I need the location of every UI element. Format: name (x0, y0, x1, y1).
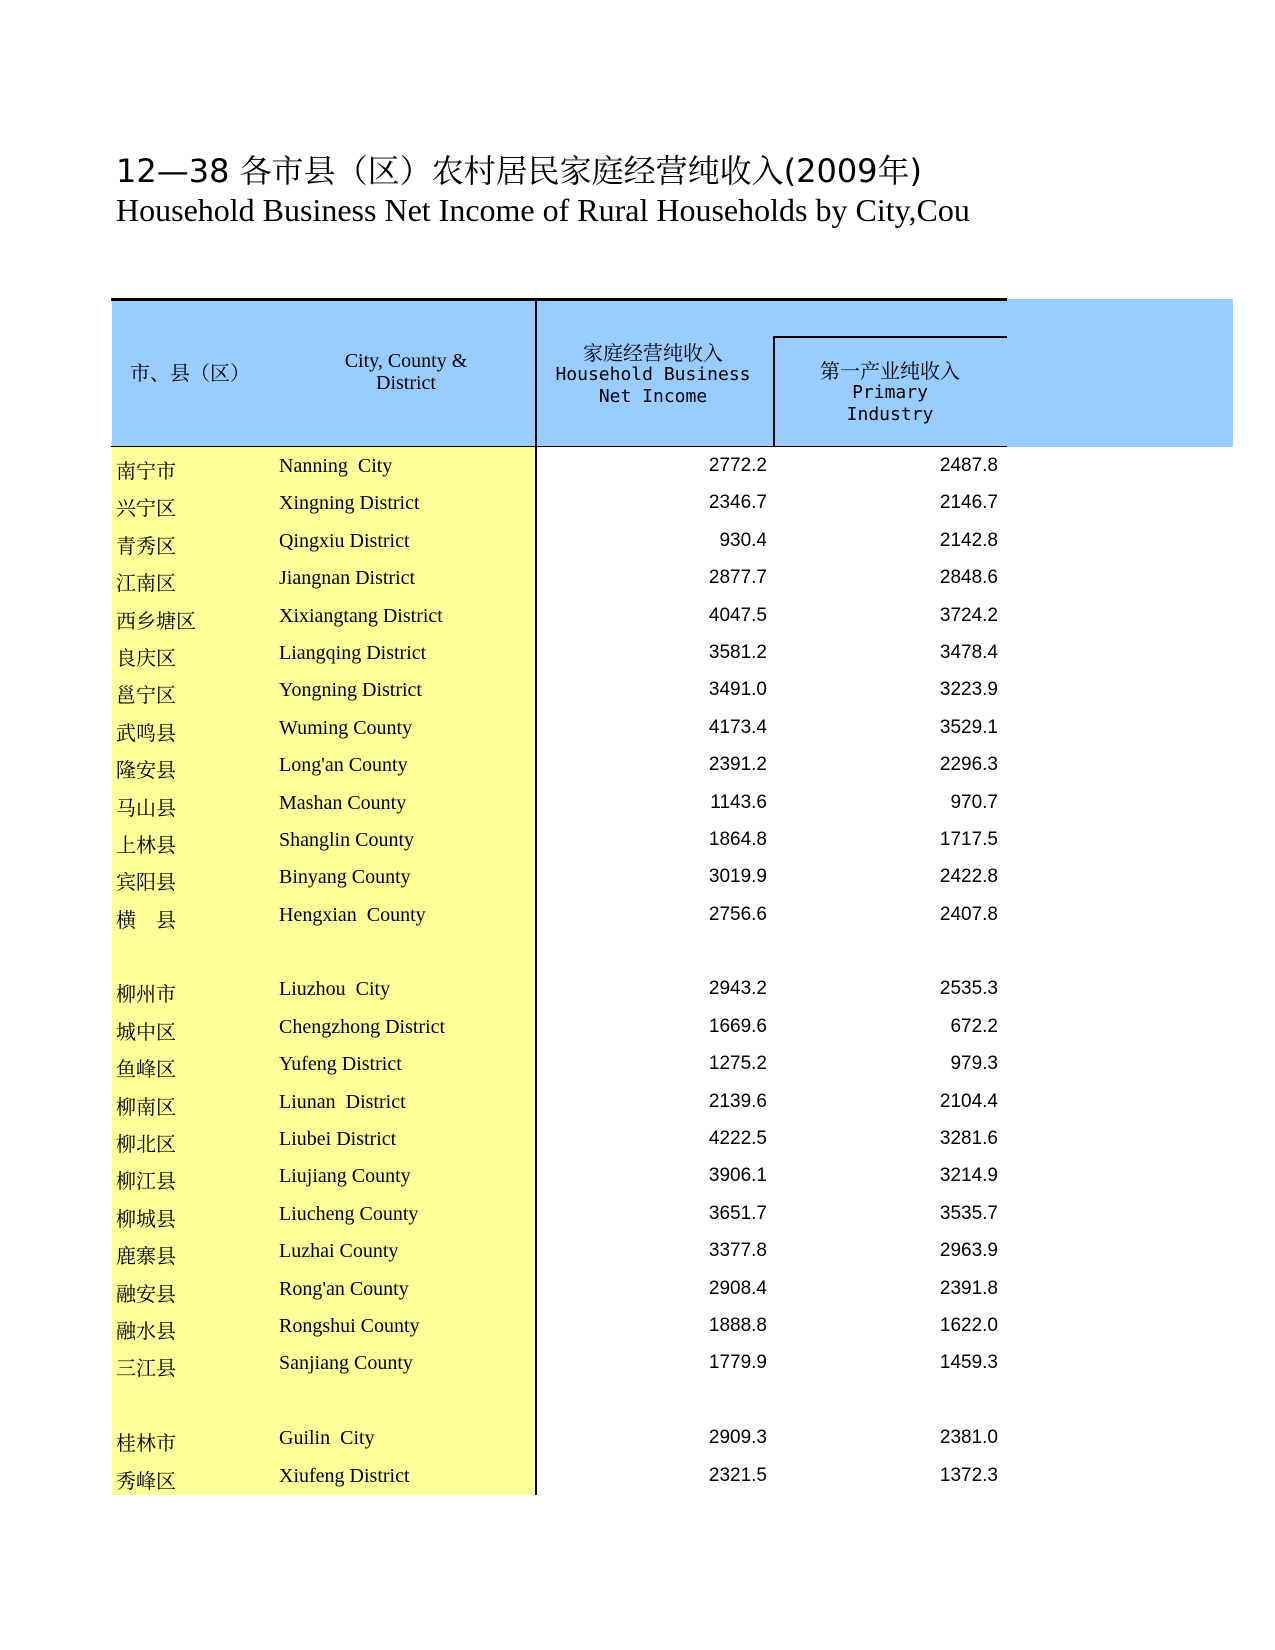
region-name-en: Liujiang County (279, 1165, 411, 1188)
household-business-value: 1275.2 (708, 1053, 767, 1075)
table-row (112, 1120, 1008, 1157)
region-name-en: Liuzhou City (279, 978, 391, 1001)
region-name-en: Rong'an County (279, 1277, 409, 1300)
region-name-zh: 鱼峰区 (116, 1057, 176, 1082)
header-primary-industry (790, 360, 990, 426)
primary-industry-value: 2146.7 (939, 492, 998, 514)
region-name-en: Jiangnan District (279, 567, 416, 590)
primary-industry-value: 1717.5 (939, 828, 998, 850)
household-business-value: 4173.4 (708, 716, 767, 738)
region-name-zh: 秀峰区 (116, 1468, 176, 1493)
household-business-value: 2321.5 (708, 1464, 767, 1486)
table-row (112, 1195, 1008, 1232)
region-name-zh: 柳南区 (116, 1094, 176, 1119)
primary-industry-value: 979.3 (950, 1053, 998, 1075)
region-name-zh: 兴宁区 (116, 496, 176, 521)
region-name-zh: 上林县 (116, 832, 176, 857)
primary-industry-value: 2381.0 (939, 1427, 998, 1449)
table-row (112, 784, 1008, 821)
primary-industry-value: 3281.6 (939, 1128, 998, 1150)
region-name-zh: 融水县 (116, 1318, 176, 1343)
household-business-value: 2943.2 (708, 978, 767, 1000)
region-name-zh: 马山县 (116, 795, 176, 820)
primary-industry-value: 3478.4 (939, 641, 998, 663)
header-region-en: City, County & District (344, 350, 468, 394)
table-row (112, 1344, 1008, 1381)
table-row (112, 821, 1008, 858)
household-business-value: 3377.8 (708, 1240, 767, 1262)
header-col1-en-line1: Household Business (555, 364, 751, 385)
primary-industry-value: 2487.8 (939, 455, 998, 476)
household-business-value: 4222.5 (708, 1128, 767, 1150)
page-title-en: Household Business Net Income of Rural Households by City,Cou (116, 192, 970, 228)
table-body (112, 447, 1008, 1494)
household-business-value: 2756.6 (708, 903, 767, 925)
household-business-value: 2772.2 (708, 455, 767, 476)
table-row (112, 1307, 1008, 1344)
region-name-zh: 西乡塘区 (116, 608, 196, 633)
region-name-en: Sanjiang County (279, 1352, 413, 1375)
region-name-zh: 城中区 (116, 1019, 176, 1044)
region-name-en: Wuming County (279, 716, 413, 739)
table-row (112, 709, 1008, 746)
table-row (112, 447, 1008, 484)
primary-industry-value: 1372.3 (939, 1464, 998, 1486)
region-name-en: Xingning District (279, 492, 420, 515)
primary-industry-value: 2407.8 (939, 903, 998, 925)
region-name-en: Liunan District (279, 1090, 406, 1113)
table-row (112, 1457, 1008, 1494)
region-name-en: Xiufeng District (279, 1464, 410, 1487)
region-name-en: Qingxiu District (279, 529, 410, 552)
primary-industry-value: 2104.4 (939, 1090, 998, 1112)
household-business-value: 2346.7 (708, 492, 767, 514)
primary-industry-value: 3529.1 (939, 716, 998, 738)
table-row (112, 597, 1008, 634)
primary-industry-value: 2391.8 (939, 1277, 998, 1299)
primary-industry-value: 1622.0 (939, 1314, 998, 1336)
page-title-zh: 12—38 各市县（区）农村居民家庭经营纯收入(2009年) (116, 152, 923, 190)
region-name-zh: 横 县 (116, 907, 176, 932)
table-row (112, 1232, 1008, 1269)
region-name-en: Yongning District (279, 679, 422, 702)
table-row (112, 484, 1008, 521)
region-name-en: Mashan County (279, 791, 407, 814)
household-business-value: 3906.1 (708, 1165, 767, 1187)
table-row (112, 970, 1008, 1007)
region-name-en: Xixiangtang District (279, 604, 443, 627)
region-name-zh: 桂林市 (116, 1431, 176, 1456)
header-col1-en-line2: Net Income (598, 386, 708, 407)
table-row (112, 1045, 1008, 1082)
region-name-en: Liubei District (279, 1128, 397, 1151)
region-name-en: Long'an County (279, 754, 408, 777)
region-name-zh: 青秀区 (116, 533, 176, 558)
region-name-en: Hengxian County (279, 903, 426, 926)
household-business-value: 930.4 (719, 529, 767, 551)
primary-industry-value: 2296.3 (939, 754, 998, 776)
primary-industry-value: 3214.9 (939, 1165, 998, 1187)
table-row (112, 1382, 1008, 1419)
primary-industry-value: 2142.8 (939, 529, 998, 551)
household-business-value: 1669.6 (708, 1015, 767, 1037)
primary-industry-value: 2848.6 (939, 567, 998, 589)
table-row (112, 896, 1008, 933)
header-col1-zh: 家庭经营纯收入 (583, 341, 723, 365)
household-business-value: 1864.8 (708, 828, 767, 850)
household-business-value: 2139.6 (708, 1090, 767, 1112)
header-region-zh: 市、县（区） (130, 361, 250, 385)
region-name-en: Nanning City (279, 455, 393, 477)
region-name-en: Liucheng County (279, 1202, 419, 1225)
primary-industry-value: 1459.3 (939, 1352, 998, 1374)
primary-industry-value: 3223.9 (939, 679, 998, 701)
table-top-rule (111, 298, 1007, 301)
household-business-value: 2877.7 (708, 567, 767, 589)
region-name-zh: 南宁市 (116, 459, 176, 483)
subheader-vertical-rule (773, 336, 775, 447)
household-business-value: 3491.0 (708, 679, 767, 701)
region-name-zh: 江南区 (116, 571, 176, 596)
region-name-en: Shanglin County (279, 828, 415, 851)
region-name-en: Rongshui County (279, 1314, 420, 1337)
region-name-zh: 宾阳县 (116, 870, 176, 895)
header-col2-en-line2: Industry (846, 404, 934, 425)
region-name-zh: 三江县 (116, 1356, 176, 1381)
region-name-zh: 柳北区 (116, 1132, 176, 1157)
household-business-value: 2391.2 (708, 754, 767, 776)
table-row (112, 1419, 1008, 1456)
table-row (112, 522, 1008, 559)
primary-industry-value: 2963.9 (939, 1240, 998, 1262)
primary-industry-value: 3535.7 (939, 1202, 998, 1224)
table-row (112, 634, 1008, 671)
table-row (112, 746, 1008, 783)
region-name-en: Guilin City (279, 1427, 375, 1450)
table-row (112, 933, 1008, 970)
table-row (112, 1157, 1008, 1194)
region-name-en: Yufeng District (279, 1053, 402, 1076)
household-business-value: 1779.9 (708, 1352, 767, 1374)
household-business-value: 1888.8 (708, 1314, 767, 1336)
region-name-zh: 鹿寨县 (116, 1244, 176, 1269)
primary-industry-value: 3724.2 (939, 604, 998, 626)
region-name-en: Liangqing District (279, 641, 427, 664)
header-col2-en-line1: Primary (852, 382, 928, 403)
region-name-zh: 武鸣县 (116, 720, 176, 745)
region-name-zh: 柳州市 (116, 982, 176, 1007)
header-col2-zh: 第一产业纯收入 (820, 359, 960, 383)
household-business-value: 3019.9 (708, 866, 767, 888)
region-name-zh: 融安县 (116, 1281, 176, 1306)
region-name-zh: 良庆区 (116, 645, 176, 670)
table-row (112, 559, 1008, 596)
household-business-value: 2909.3 (708, 1427, 767, 1449)
primary-industry-value: 970.7 (950, 791, 998, 813)
household-business-value: 2908.4 (708, 1277, 767, 1299)
household-business-value: 3651.7 (708, 1202, 767, 1224)
header-household-business (548, 342, 758, 408)
household-business-value: 4047.5 (708, 604, 767, 626)
region-name-en: Chengzhong District (279, 1015, 446, 1038)
region-name-en: Luzhai County (279, 1240, 399, 1263)
primary-industry-value: 2422.8 (939, 866, 998, 888)
household-business-value: 3581.2 (708, 641, 767, 663)
table-row (112, 671, 1008, 708)
region-name-zh: 柳城县 (116, 1206, 176, 1231)
household-business-value: 1143.6 (710, 791, 767, 813)
table-row (112, 1270, 1008, 1307)
subheader-rule (773, 336, 1007, 338)
region-name-zh: 隆安县 (116, 758, 176, 783)
region-name-zh: 邕宁区 (116, 683, 176, 708)
table-row (112, 1083, 1008, 1120)
table-row (112, 1008, 1008, 1045)
region-name-en: Binyang County (279, 866, 411, 889)
region-name-zh: 柳江县 (116, 1169, 176, 1194)
table-row (112, 858, 1008, 895)
primary-industry-value: 672.2 (950, 1015, 998, 1037)
primary-industry-value: 2535.3 (939, 978, 998, 1000)
